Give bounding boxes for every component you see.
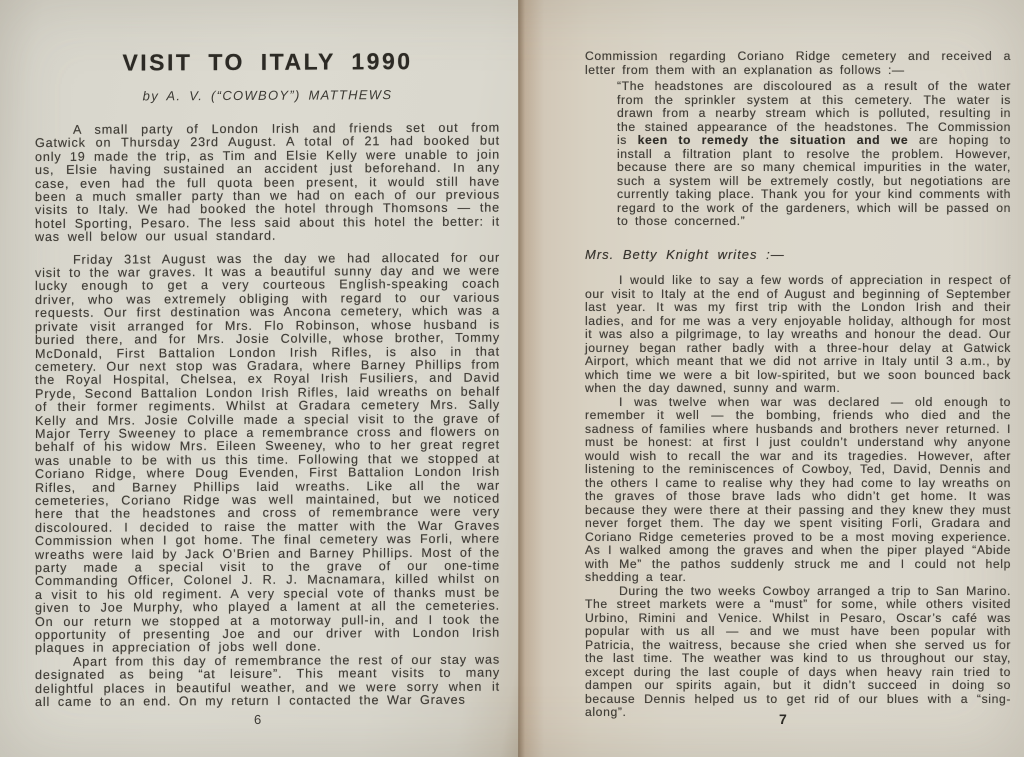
page-number-left: 6 [254, 711, 262, 728]
quote-text: “The headstones are discoloured as a result of the water from the sprinkler system at this cemetery. The water is drawn from a nearby stream which is polluted, resulting in the stained appearance of the headstones. The Commission is [617, 79, 1011, 147]
article-left-column [35, 38, 500, 710]
paragraph-continuation: Commission regarding Coriano Ridge cemetery and received a letter from them with an explanation as follows :— [585, 49, 1011, 77]
paragraph: Friday 31st August was the day we had allocated for our visit to the war graves. It was a beautiful sunny day and we were lucky enough to get a very courteous English-speaking coach driver, who was extremely obliging with regard to our various requests. Our first destination was Ancona cemetery, which was a private visit arranged for Mrs. Flo Robinson, whose husband is buried there, and for Mrs. Josie Colville, whose brother, Tommy McDonald, First Battalion London Irish Rifles, is also in that cemetery. Our next stop was Gradara, where Barney Phillips from the Royal Hospital, Chelsea, ex Royal Irish Fusiliers, and David Pryde, Second Battalion London Irish Rifles, laid wreaths on behalf of their former regiments. Whilst at Gradara cemetery Mrs. Sally Kelly and Mrs. Josie Colville made a special visit to the grave of Major Terry Sweeney to place a remembrance cross and flowers on behalf of his widow Mrs. Eileen Sweeney, who to her great regret was unable to be with us this time. Following that we stopped at Coriano Ridge, where Doug Evenden, First Battalion London Irish Rifles, and Barney Phillips laid wreaths. Like all the war cemeteries, Coriano Ridge was well maintained, but we noticed here that the headstones and cross of remembrance were very discoloured. I decided to raise the matter with the War Graves Commission when I got home. The final cemetery was Forli, where wreaths were laid by Jack O’Brien and Barney Phillips. Most of the party made a special visit to the grave of our one-time Commanding Officer, Colonel J. R. J. Macnamara, killed whilst on a visit to his old regiment. A very special vote of thanks must be given to Joe Murphy, who played a lament at all the cemeteries. On our return we stopped at a motorway pull-in, and I took the opportunity of presenting Joe and our driver with London Irish plaques in appreciation of jobs well done. [35, 250, 500, 656]
article-right-column [585, 50, 1011, 720]
paragraph: I would like to say a few words of appreciation in respect of our visit to Italy at the end of August and beginning of September last year. It was my first trip with the London Irish and their ladies, and for me was a very enjoyable holiday, although for most it was also a pilgrimage, to lay wreaths and honour the dead. Our journey began rather badly with a three-hour delay at Gatwick Airport, which meant that we did not arrive in Italy until 3 a.m., by which time we were a bit low-spirited, but we soon bounced back when the day dawned, sunny and warm. [585, 273, 1011, 395]
quote-text: are hoping to install a filtration plant to resolve the problem. However, because there are so many chemical impurities in the water, such a system will be extremely costly, but negotiations are currently taking place. Thank you for your kind comments with regard to the work of the gardeners, which will be passed on to those concerned.” [617, 133, 1011, 228]
paragraph: Apart from this day of remembrance the rest of our stay was designated as being “at leisure”. This meant visits to many delightful places in beautiful weather, and we were sorry when it all came to an end. On my return I contacted the War Graves [35, 652, 500, 710]
block-quote [617, 80, 1011, 229]
article-title: VISIT TO ITALY 1990 [122, 48, 413, 76]
article-body-left [35, 122, 500, 710]
section-heading: Mrs. Betty Knight writes :— [585, 246, 785, 262]
page-number-right: 7 [779, 711, 787, 727]
article-byline: by A. V. (“COWBOY”) MATTHEWS [142, 87, 393, 104]
quote-text-bold: keen to remedy the situation and we [637, 133, 909, 147]
paragraph: I was twelve when war was declared — old enough to remember it well — the bombing, friends who died and the sadness of families where husbands and brothers never returned. I must be honest: at first I just couldn’t understand why anyone would wish to recall the war and its tragedies. However, after listening to the reminiscences of Cowboy, Ted, David, Dennis and the others I came to realise why they had come to lay wreaths on the graves of those brave lads who didn’t get home. It was because they were there at their passing and they knew they must never forget them. The day we spent visiting Forli, Gradara and Coriano Ridge cemeteries proved to be a most moving experience. As I walked among the graves and when the piper played “Abide with Me” the pathos suddenly struck me and I could not help shedding a tear. [585, 394, 1011, 584]
paragraph: During the two weeks Cowboy arranged a trip to San Marino. The street markets were a “must” for some, while others visited Urbino, Rimini and Venice. Whilst in Pesaro, Oscar’s café was popular with us all — and we must have been popular with Patricia, the waitress, because she cried when she served us for the last time. The weather was kind to us throughout our stay, except during the last couple of days when heavy rain tried to dampen our spirits again, but it didn’t succeed in doing so because Dennis helped us to get rid of our blues with a “sing-along”. [585, 583, 1011, 719]
paragraph: A small party of London Irish and friends set out from Gatwick on Thursday 23rd August. A total of 21 had booked but only 19 made the trip, as Tim and Elsie Kelly were unable to join us, Elsie having sustained an accident just beforehand. In any case, even had the full quota been present, it would still have been a much smaller party than we had on each of our previous visits to Italy. We had booked the hotel through Thomsons — the hotel Sporting, Pesaro. The less said about this hotel the better: it was well below our usual standard. [35, 120, 500, 245]
